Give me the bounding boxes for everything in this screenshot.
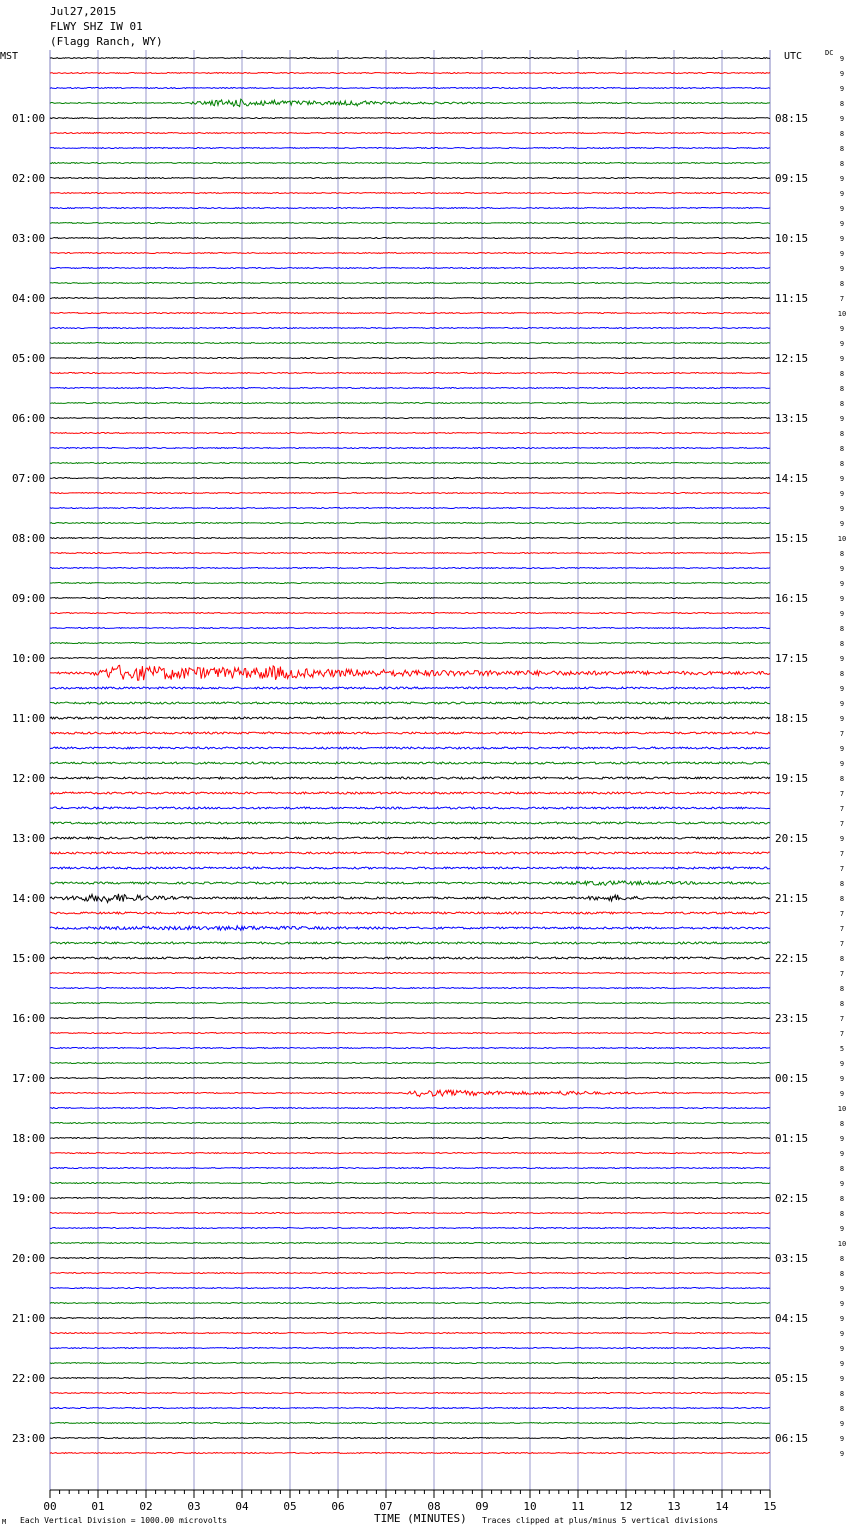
seismic-trace bbox=[50, 568, 770, 569]
dc-offset-label: 9 bbox=[839, 1360, 845, 1368]
dc-label: DC bbox=[825, 49, 834, 57]
seismic-trace bbox=[50, 1138, 770, 1139]
dc-offset-label: 8 bbox=[839, 130, 845, 138]
dc-offset-label: 9 bbox=[839, 115, 845, 123]
x-tick-label: 06 bbox=[331, 1500, 345, 1513]
seismic-trace bbox=[50, 687, 770, 689]
seismic-trace bbox=[50, 926, 770, 930]
seismic-trace bbox=[50, 1348, 770, 1349]
x-tick-label: 00 bbox=[43, 1500, 57, 1513]
dc-offset-label: 10 bbox=[837, 1240, 847, 1248]
dc-offset-label: 9 bbox=[839, 700, 845, 708]
seismic-trace bbox=[50, 912, 770, 914]
seismic-trace bbox=[50, 1213, 770, 1214]
x-tick-label: 14 bbox=[715, 1500, 729, 1513]
dc-offset-label: 10 bbox=[837, 1105, 847, 1113]
seismic-trace bbox=[50, 762, 770, 764]
seismic-trace bbox=[50, 553, 770, 554]
hour-label-utc: 22:15 bbox=[775, 952, 809, 965]
seismic-trace bbox=[50, 523, 770, 524]
scale-note: Each Vertical Division = 1000.00 microvolts bbox=[20, 1516, 228, 1525]
seismic-trace bbox=[50, 1318, 770, 1319]
seismic-trace bbox=[50, 493, 770, 494]
dc-offset-label: 9 bbox=[839, 1315, 845, 1323]
hour-label-utc: 01:15 bbox=[775, 1132, 809, 1145]
seismic-trace bbox=[50, 1303, 770, 1304]
x-tick-label: 07 bbox=[379, 1500, 393, 1513]
dc-offset-label: 8 bbox=[839, 1270, 845, 1278]
seismic-trace bbox=[50, 298, 770, 299]
dc-offset-label: 9 bbox=[839, 835, 845, 843]
seismic-trace bbox=[50, 1423, 770, 1424]
seismic-trace bbox=[50, 508, 770, 509]
seismic-trace bbox=[50, 643, 770, 644]
x-tick-label: 08 bbox=[427, 1500, 441, 1513]
hour-label-utc: 18:15 bbox=[775, 712, 809, 725]
hour-label-utc: 04:15 bbox=[775, 1312, 809, 1325]
dc-offset-label: 9 bbox=[839, 1345, 845, 1353]
seismic-trace bbox=[50, 208, 770, 209]
seismic-trace bbox=[50, 283, 770, 284]
seismic-trace bbox=[50, 1363, 770, 1364]
hour-label-mst: 17:00 bbox=[12, 1072, 46, 1085]
seismic-trace bbox=[50, 88, 770, 89]
hour-label-mst: 22:00 bbox=[12, 1372, 46, 1385]
hour-label-utc: 08:15 bbox=[775, 112, 809, 125]
dc-offset-label: 7 bbox=[839, 925, 845, 933]
seismic-trace bbox=[50, 1228, 770, 1229]
seismic-trace bbox=[50, 942, 770, 944]
header-date: Jul27,2015 bbox=[50, 5, 117, 18]
dc-offset-label: 9 bbox=[839, 265, 845, 273]
dc-offset-label: 8 bbox=[839, 880, 845, 888]
seismic-trace bbox=[50, 1288, 770, 1289]
hour-label-utc: 20:15 bbox=[775, 832, 809, 845]
dc-offset-label: 7 bbox=[839, 1030, 845, 1038]
seismic-trace bbox=[50, 58, 770, 59]
dc-offset-label: 9 bbox=[839, 1420, 845, 1428]
seismic-trace bbox=[50, 99, 770, 106]
clip-note: Traces clipped at plus/minus 5 vertical divisions bbox=[482, 1516, 719, 1525]
seismic-trace bbox=[50, 148, 770, 149]
seismic-trace bbox=[50, 1168, 770, 1169]
seismic-trace bbox=[50, 1123, 770, 1124]
dc-offset-label: 9 bbox=[839, 1150, 845, 1158]
seismic-trace bbox=[50, 1453, 770, 1454]
seismic-trace bbox=[50, 822, 770, 824]
dc-offset-label: 9 bbox=[839, 415, 845, 423]
dc-offset-label: 7 bbox=[839, 850, 845, 858]
dc-offset-label: 8 bbox=[839, 985, 845, 993]
seismic-trace bbox=[50, 1090, 770, 1096]
seismic-trace bbox=[50, 867, 770, 869]
dc-offset-label: 8 bbox=[839, 1165, 845, 1173]
seismic-trace bbox=[50, 732, 770, 734]
dc-offset-label: 8 bbox=[839, 160, 845, 168]
hour-label-utc: 14:15 bbox=[775, 472, 809, 485]
seismic-trace bbox=[50, 403, 770, 404]
hour-label-mst: 12:00 bbox=[12, 772, 46, 785]
seismic-trace bbox=[50, 658, 770, 659]
hour-label-mst: 04:00 bbox=[12, 292, 46, 305]
seismic-trace bbox=[50, 1063, 770, 1064]
x-tick-label: 03 bbox=[187, 1500, 201, 1513]
dc-offset-label: 8 bbox=[839, 895, 845, 903]
dc-offset-label: 8 bbox=[839, 640, 845, 648]
hour-label-mst: 13:00 bbox=[12, 832, 46, 845]
dc-offset-label: 9 bbox=[839, 325, 845, 333]
hour-label-utc: 11:15 bbox=[775, 292, 809, 305]
seismic-trace bbox=[50, 598, 770, 599]
hour-label-utc: 23:15 bbox=[775, 1012, 809, 1025]
dc-offset-label: 8 bbox=[839, 1255, 845, 1263]
x-tick-label: 10 bbox=[523, 1500, 537, 1513]
seismic-trace bbox=[50, 328, 770, 329]
hour-label-mst: 14:00 bbox=[12, 892, 46, 905]
dc-offset-label: 7 bbox=[839, 820, 845, 828]
x-tick-label: 09 bbox=[475, 1500, 489, 1513]
hour-label-utc: 06:15 bbox=[775, 1432, 809, 1445]
seismic-trace bbox=[50, 1378, 770, 1379]
dc-offset-label: 5 bbox=[839, 1045, 845, 1053]
seismic-trace bbox=[50, 1258, 770, 1259]
dc-offset-label: 8 bbox=[839, 280, 845, 288]
hour-label-mst: 02:00 bbox=[12, 172, 46, 185]
dc-offset-label: 9 bbox=[839, 55, 845, 63]
left-timezone-label: MST bbox=[0, 51, 19, 62]
seismic-trace bbox=[50, 118, 770, 119]
hour-label-utc: 03:15 bbox=[775, 1252, 809, 1265]
seismic-trace bbox=[50, 792, 770, 794]
hour-label-utc: 05:15 bbox=[775, 1372, 809, 1385]
seismic-trace bbox=[50, 433, 770, 434]
seismic-trace bbox=[50, 178, 770, 179]
dc-offset-label: 8 bbox=[839, 1195, 845, 1203]
dc-offset-label: 9 bbox=[839, 595, 845, 603]
dc-offset-label: 9 bbox=[839, 1135, 845, 1143]
header-station: FLWY SHZ IW 01 bbox=[50, 20, 143, 33]
dc-offset-label: 8 bbox=[839, 370, 845, 378]
dc-offset-label: 9 bbox=[839, 1375, 845, 1383]
seismic-trace bbox=[50, 583, 770, 584]
seismic-trace bbox=[50, 373, 770, 374]
hour-label-mst: 19:00 bbox=[12, 1192, 46, 1205]
dc-offset-label: 9 bbox=[839, 685, 845, 693]
hour-label-utc: 19:15 bbox=[775, 772, 809, 785]
dc-offset-label: 9 bbox=[839, 190, 845, 198]
dc-offset-label: 8 bbox=[839, 955, 845, 963]
seismic-trace bbox=[50, 268, 770, 269]
hour-label-utc: 15:15 bbox=[775, 532, 809, 545]
seismic-trace bbox=[50, 343, 770, 344]
dc-offset-label: 9 bbox=[839, 490, 845, 498]
hour-label-mst: 06:00 bbox=[12, 412, 46, 425]
hour-label-mst: 05:00 bbox=[12, 352, 46, 365]
seismic-trace bbox=[50, 665, 770, 680]
seismic-trace bbox=[50, 957, 770, 959]
dc-offset-label: 9 bbox=[839, 505, 845, 513]
seismic-trace bbox=[50, 313, 770, 314]
seismic-trace bbox=[50, 163, 770, 164]
seismic-trace bbox=[50, 538, 770, 539]
seismic-trace bbox=[50, 1438, 770, 1439]
dc-offset-label: 9 bbox=[839, 580, 845, 588]
seismic-trace bbox=[50, 448, 770, 449]
dc-offset-label: 9 bbox=[839, 205, 845, 213]
dc-offset-label: 9 bbox=[839, 1450, 845, 1458]
hour-label-utc: 13:15 bbox=[775, 412, 809, 425]
header-location: (Flagg Ranch, WY) bbox=[50, 35, 163, 48]
seismic-trace bbox=[50, 717, 770, 719]
seismic-trace bbox=[50, 1183, 770, 1184]
dc-offset-label: 8 bbox=[839, 400, 845, 408]
dc-offset-label: 9 bbox=[839, 655, 845, 663]
hour-label-mst: 08:00 bbox=[12, 532, 46, 545]
dc-offset-label: 9 bbox=[839, 610, 845, 618]
dc-offset-label: 8 bbox=[839, 100, 845, 108]
dc-offset-label: 9 bbox=[839, 1300, 845, 1308]
right-timezone-label: UTC bbox=[784, 51, 803, 62]
seismic-trace bbox=[50, 702, 770, 704]
dc-offset-label: 9 bbox=[839, 220, 845, 228]
seismic-trace bbox=[50, 1153, 770, 1154]
x-tick-label: 04 bbox=[235, 1500, 249, 1513]
dc-offset-label: 8 bbox=[839, 460, 845, 468]
hour-label-utc: 16:15 bbox=[775, 592, 809, 605]
dc-offset-label: 9 bbox=[839, 1285, 845, 1293]
seismic-trace bbox=[50, 133, 770, 134]
seismic-trace bbox=[50, 973, 770, 974]
hour-label-utc: 00:15 bbox=[775, 1072, 809, 1085]
dc-offset-label: 7 bbox=[839, 970, 845, 978]
dc-offset-label: 9 bbox=[839, 760, 845, 768]
seismic-trace bbox=[50, 1018, 770, 1019]
hour-label-utc: 02:15 bbox=[775, 1192, 809, 1205]
seismic-trace bbox=[50, 223, 770, 224]
seismic-trace bbox=[50, 1033, 770, 1034]
dc-offset-label: 9 bbox=[839, 1330, 845, 1338]
hour-label-utc: 21:15 bbox=[775, 892, 809, 905]
hour-label-mst: 21:00 bbox=[12, 1312, 46, 1325]
dc-offset-label: 10 bbox=[837, 310, 847, 318]
x-tick-label: 13 bbox=[667, 1500, 681, 1513]
x-tick-label: 11 bbox=[571, 1500, 585, 1513]
dc-offset-label: 9 bbox=[839, 1225, 845, 1233]
seismic-trace bbox=[50, 1393, 770, 1394]
hour-label-mst: 23:00 bbox=[12, 1432, 46, 1445]
seismic-trace bbox=[50, 881, 770, 885]
seismic-trace bbox=[50, 1048, 770, 1049]
dc-offset-label: 8 bbox=[839, 550, 845, 558]
dc-offset-label: 7 bbox=[839, 790, 845, 798]
seismic-trace bbox=[50, 463, 770, 464]
dc-offset-label: 9 bbox=[839, 1090, 845, 1098]
dc-offset-label: 8 bbox=[839, 625, 845, 633]
hour-label-mst: 16:00 bbox=[12, 1012, 46, 1025]
dc-offset-label: 9 bbox=[839, 1435, 845, 1443]
dc-offset-label: 8 bbox=[839, 775, 845, 783]
dc-offset-label: 9 bbox=[839, 175, 845, 183]
dc-offset-label: 9 bbox=[839, 715, 845, 723]
seismic-trace bbox=[50, 238, 770, 239]
dc-offset-label: 9 bbox=[839, 355, 845, 363]
dc-offset-label: 9 bbox=[839, 565, 845, 573]
seismic-trace bbox=[50, 747, 770, 749]
dc-offset-label: 9 bbox=[839, 340, 845, 348]
dc-offset-label: 9 bbox=[839, 1075, 845, 1083]
dc-offset-label: 8 bbox=[839, 1390, 845, 1398]
seismic-trace bbox=[50, 837, 770, 839]
dc-offset-label: 8 bbox=[839, 430, 845, 438]
dc-offset-label: 8 bbox=[839, 385, 845, 393]
seismic-trace bbox=[50, 852, 770, 854]
seismic-trace bbox=[50, 1078, 770, 1079]
seismic-trace bbox=[50, 1198, 770, 1199]
hour-label-utc: 09:15 bbox=[775, 172, 809, 185]
seismic-trace bbox=[50, 388, 770, 389]
dc-offset-label: 7 bbox=[839, 295, 845, 303]
seismic-trace bbox=[50, 73, 770, 74]
dc-offset-label: 8 bbox=[839, 445, 845, 453]
seismic-trace bbox=[50, 1243, 770, 1244]
seismic-trace bbox=[50, 193, 770, 194]
dc-offset-label: 7 bbox=[839, 910, 845, 918]
seismic-trace bbox=[50, 1408, 770, 1409]
dc-offset-label: 9 bbox=[839, 70, 845, 78]
dc-offset-label: 9 bbox=[839, 520, 845, 528]
hour-label-mst: 09:00 bbox=[12, 592, 46, 605]
dc-offset-label: 7 bbox=[839, 865, 845, 873]
hour-label-mst: 15:00 bbox=[12, 952, 46, 965]
dc-offset-label: 7 bbox=[839, 805, 845, 813]
x-tick-label: 01 bbox=[91, 1500, 105, 1513]
hour-label-mst: 20:00 bbox=[12, 1252, 46, 1265]
seismic-trace bbox=[50, 1333, 770, 1334]
seismic-trace bbox=[50, 894, 770, 903]
seismic-trace bbox=[50, 418, 770, 419]
seismic-trace bbox=[50, 253, 770, 254]
footer-corner-mark: M bbox=[2, 1518, 7, 1526]
seismic-trace bbox=[50, 1273, 770, 1274]
dc-offset-label: 7 bbox=[839, 1015, 845, 1023]
seismic-trace bbox=[50, 628, 770, 629]
hour-label-utc: 10:15 bbox=[775, 232, 809, 245]
dc-offset-label: 9 bbox=[839, 745, 845, 753]
hour-label-mst: 11:00 bbox=[12, 712, 46, 725]
dc-offset-label: 8 bbox=[839, 670, 845, 678]
dc-offset-label: 10 bbox=[837, 535, 847, 543]
seismic-trace bbox=[50, 1003, 770, 1004]
hour-label-mst: 10:00 bbox=[12, 652, 46, 665]
hour-label-mst: 18:00 bbox=[12, 1132, 46, 1145]
seismic-trace bbox=[50, 613, 770, 614]
dc-offset-label: 8 bbox=[839, 1120, 845, 1128]
dc-offset-label: 9 bbox=[839, 1060, 845, 1068]
dc-offset-label: 9 bbox=[839, 235, 845, 243]
seismic-trace bbox=[50, 1108, 770, 1109]
dc-offset-label: 8 bbox=[839, 1210, 845, 1218]
seismic-trace bbox=[50, 807, 770, 809]
hour-label-mst: 07:00 bbox=[12, 472, 46, 485]
seismic-trace bbox=[50, 988, 770, 989]
dc-offset-label: 7 bbox=[839, 730, 845, 738]
hour-label-utc: 12:15 bbox=[775, 352, 809, 365]
dc-offset-label: 9 bbox=[839, 250, 845, 258]
seismic-trace bbox=[50, 358, 770, 359]
x-tick-label: 02 bbox=[139, 1500, 153, 1513]
dc-offset-label: 8 bbox=[839, 145, 845, 153]
dc-offset-label: 9 bbox=[839, 475, 845, 483]
hour-label-mst: 03:00 bbox=[12, 232, 46, 245]
seismic-trace bbox=[50, 478, 770, 479]
hour-label-mst: 01:00 bbox=[12, 112, 46, 125]
x-axis-title: TIME (MINUTES) bbox=[374, 1512, 467, 1525]
dc-offset-label: 7 bbox=[839, 940, 845, 948]
x-tick-label: 12 bbox=[619, 1500, 633, 1513]
dc-offset-label: 8 bbox=[839, 1405, 845, 1413]
dc-offset-label: 8 bbox=[839, 1000, 845, 1008]
dc-offset-label: 9 bbox=[839, 1180, 845, 1188]
x-tick-label: 05 bbox=[283, 1500, 297, 1513]
seismic-trace bbox=[50, 777, 770, 779]
dc-offset-label: 9 bbox=[839, 85, 845, 93]
x-tick-label: 15 bbox=[763, 1500, 777, 1513]
hour-label-utc: 17:15 bbox=[775, 652, 809, 665]
